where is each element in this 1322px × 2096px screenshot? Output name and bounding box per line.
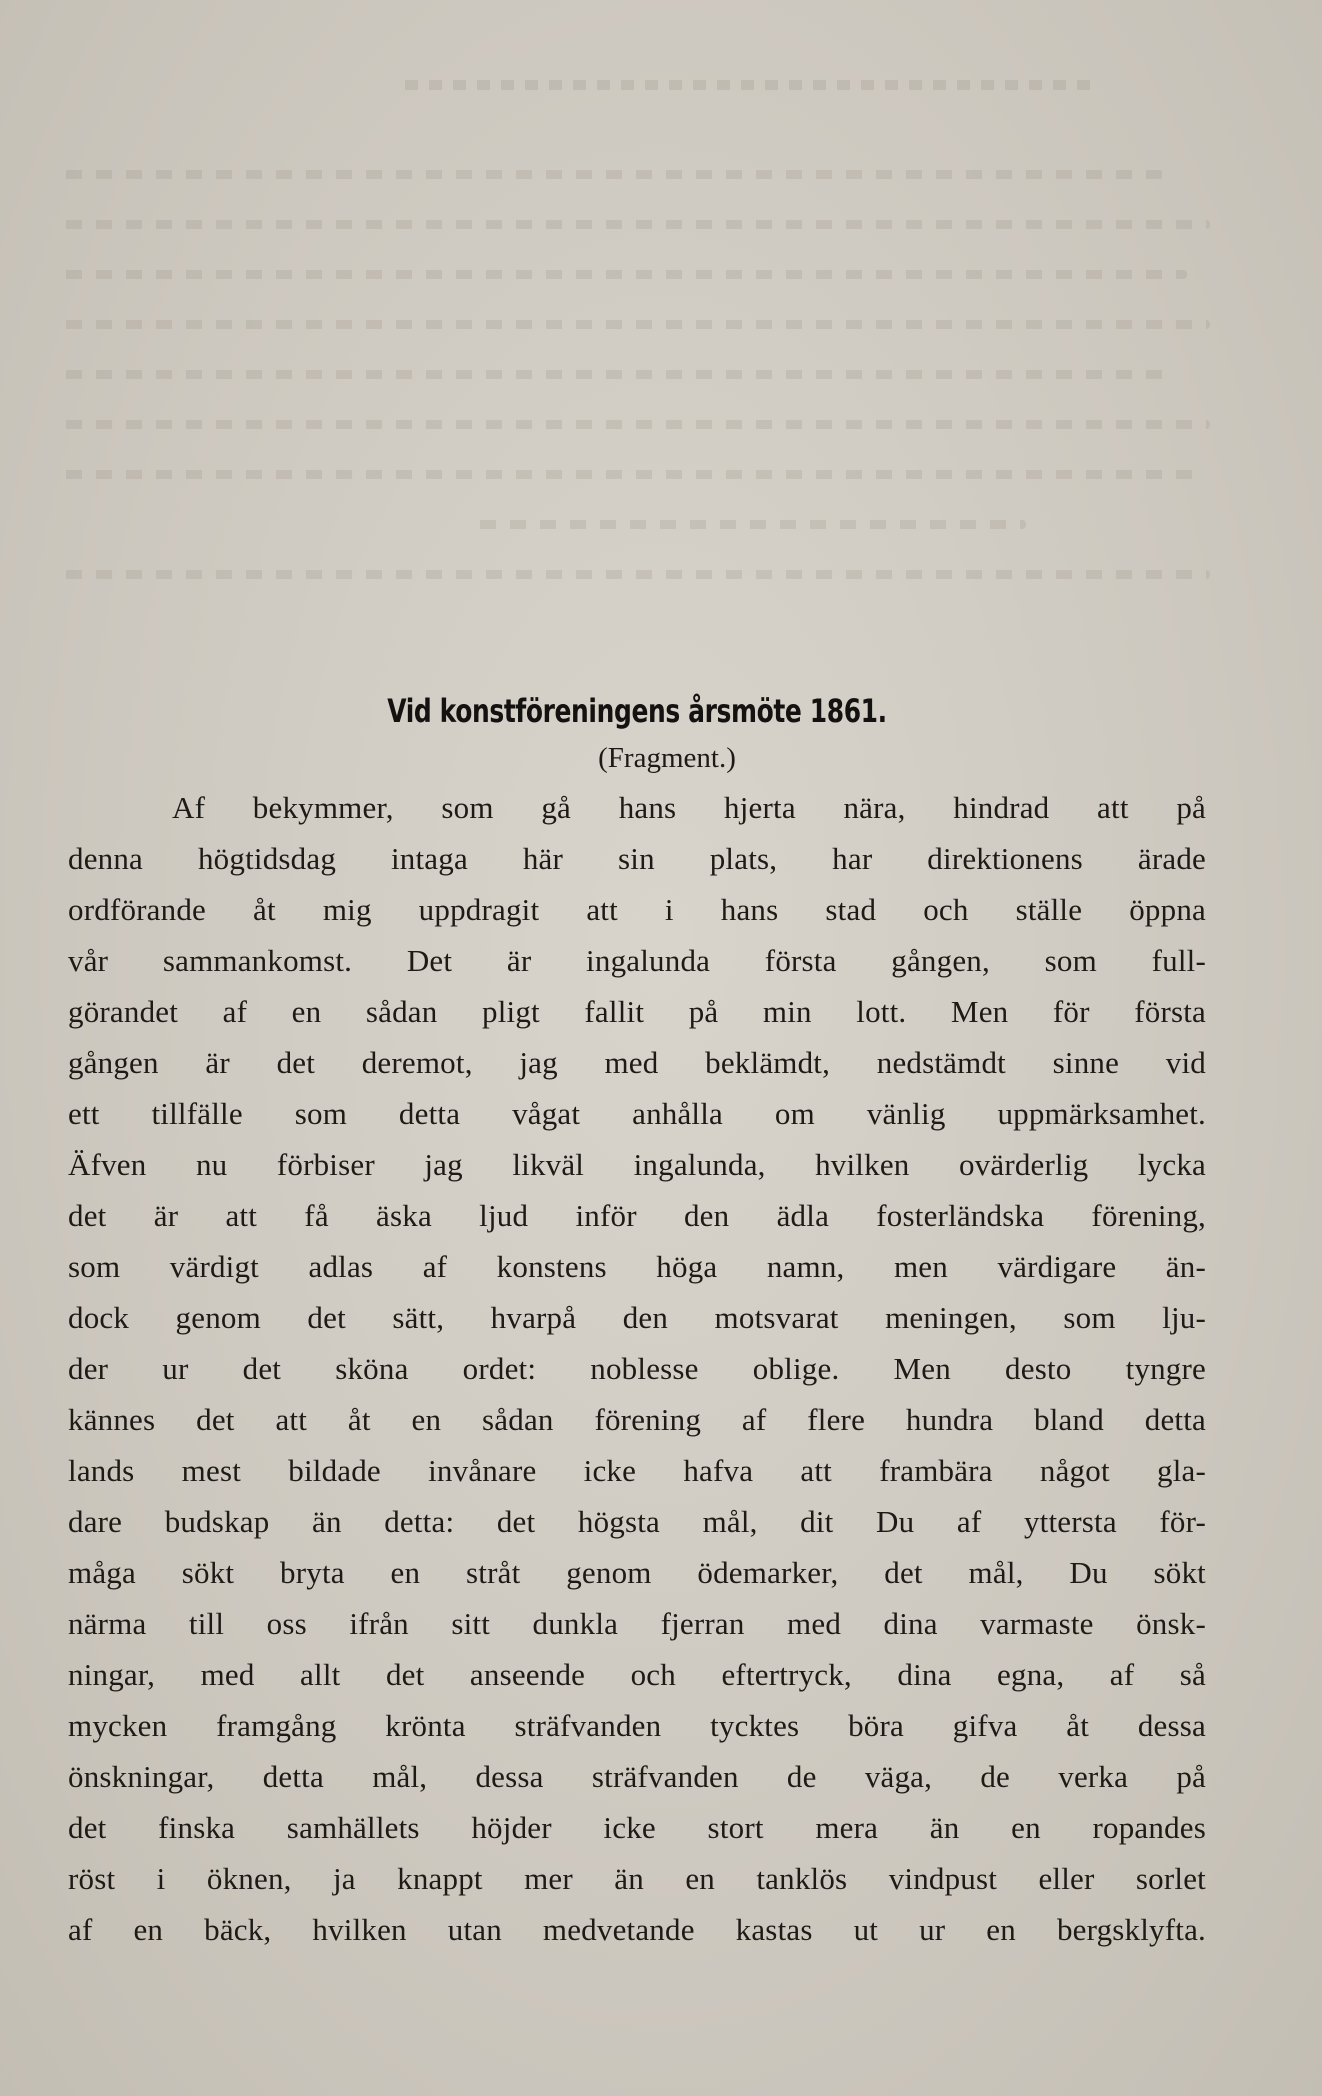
article-title: Vid konstföreningens årsmöte 1861. <box>387 692 887 730</box>
text-line: som värdigt adlas af konstens höga namn, men värdigare än- <box>68 1249 1206 1284</box>
text-line: ordförande åt mig uppdragit att i hans stad och ställe öppna <box>68 892 1206 927</box>
text-line: af en bäck, hvilken utan medvetande kastas ut ur en bergsklyfta. <box>68 1912 1206 1947</box>
text-line: der ur det sköna ordet: noblesse oblige. Men desto tyngre <box>68 1351 1206 1386</box>
text-line: det finska samhällets höjder icke stort mera än en ropandes <box>68 1810 1206 1845</box>
text-line: mycken framgång krönta sträfvanden tycktes böra gifva åt dessa <box>68 1708 1206 1743</box>
text-line: det är att få äska ljud inför den ädla fosterländska förening, <box>68 1198 1206 1233</box>
text-line: Af bekymmer, som gå hans hjerta nära, hindrad att på <box>172 790 1206 825</box>
text-line: vår sammankomst. Det är ingalunda första gången, som full- <box>68 943 1206 978</box>
text-line: röst i öknen, ja knappt mer än en tanklös vindpust eller sorlet <box>68 1861 1206 1896</box>
article <box>68 686 1206 1955</box>
text-line: kännes det att åt en sådan förening af flere hundra bland detta <box>68 1402 1206 1437</box>
text-line: görandet af en sådan pligt fallit på min lott. Men för första <box>68 994 1206 1029</box>
text-line: denna högtidsdag intaga här sin plats, har direktionens ärade <box>68 841 1206 876</box>
article-body <box>68 782 1206 1955</box>
bleed-through-text <box>60 170 1210 590</box>
text-line: ningar, med allt det anseende och eftertryck, dina egna, af så <box>68 1657 1206 1692</box>
article-subtitle: (Fragment.) <box>598 742 736 774</box>
text-line: önskningar, detta mål, dessa sträfvanden de väga, de verka på <box>68 1759 1206 1794</box>
text-line: dare budskap än detta: det högsta mål, dit Du af yttersta för- <box>68 1504 1206 1539</box>
text-line: måga sökt bryta en stråt genom ödemarker, det mål, Du sökt <box>68 1555 1206 1590</box>
text-line: lands mest bildade invånare icke hafva att frambära något gla- <box>68 1453 1206 1488</box>
text-line: gången är det deremot, jag med beklämdt, nedstämdt sinne vid <box>68 1045 1206 1080</box>
text-line: Äfven nu förbiser jag likväl ingalunda, hvilken ovärderlig lycka <box>68 1147 1206 1182</box>
text-line: dock genom det sätt, hvarpå den motsvarat meningen, som lju- <box>68 1300 1206 1335</box>
text-line: närma till oss ifrån sitt dunkla fjerran med dina varmaste önsk- <box>68 1606 1206 1641</box>
text-line: ett tillfälle som detta vågat anhålla om vänlig uppmärksamhet. <box>68 1096 1206 1131</box>
bleed-through-running-head <box>400 80 1100 90</box>
